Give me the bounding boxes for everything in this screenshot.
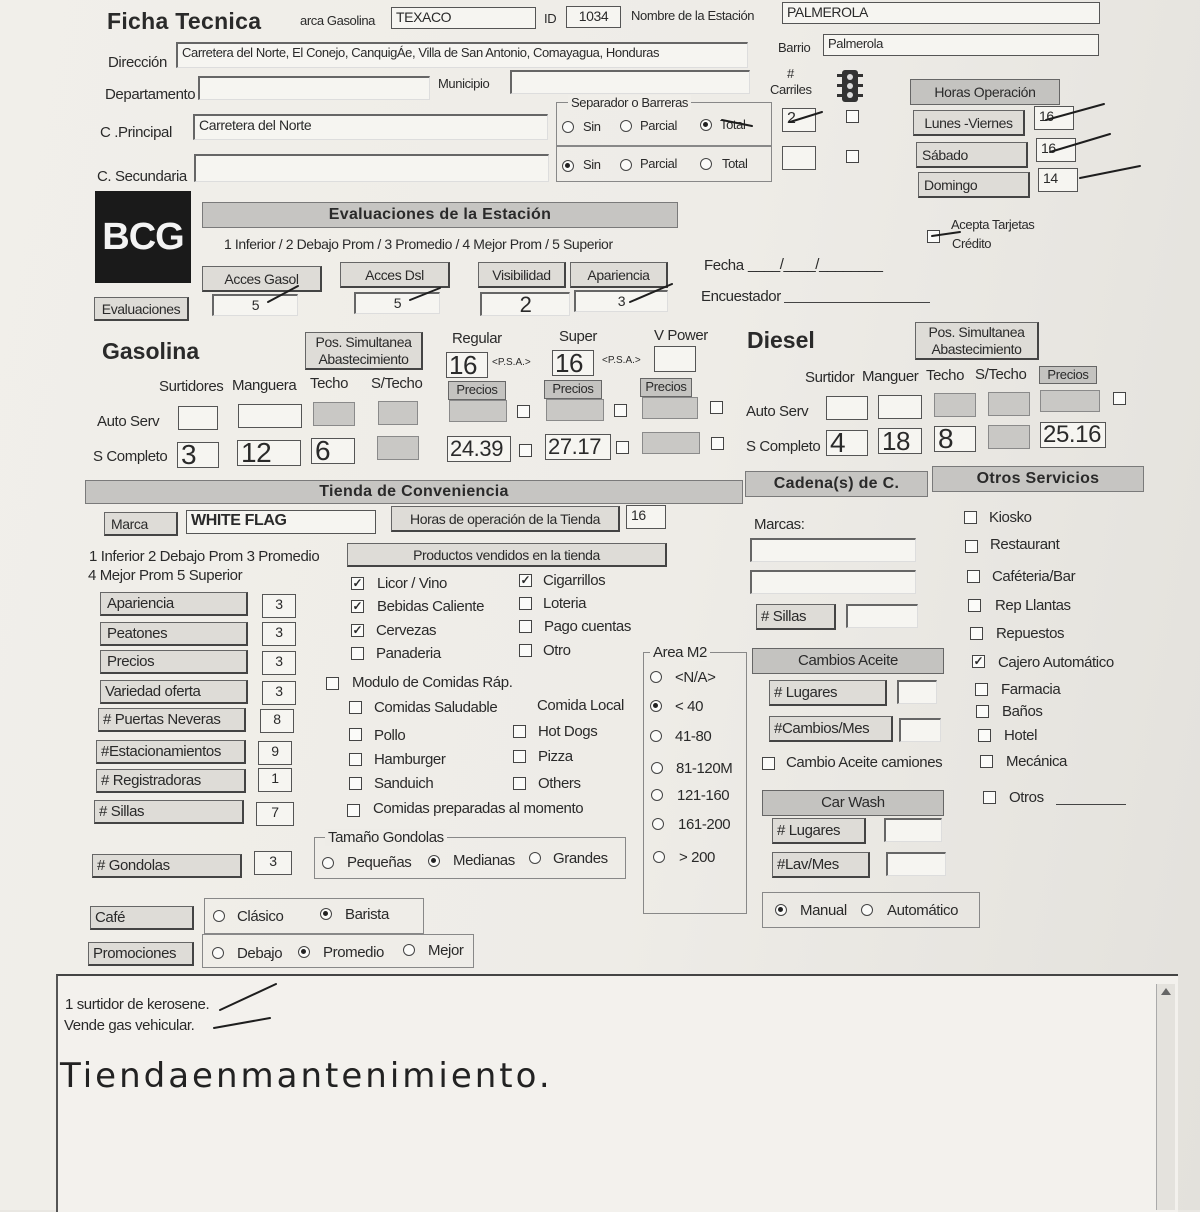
otros-otros-label: Otros xyxy=(1009,789,1044,806)
otros-banos-label: Baños xyxy=(1002,703,1043,720)
direccion-field[interactable]: Carretera del Norte, El Conejo, CanquigÁe, Villa de San Antonio, Comayagua, Honduras xyxy=(176,42,748,68)
apariencia-eval-label: Apariencia xyxy=(570,262,668,288)
rating-sillas-label: # Sillas xyxy=(94,800,244,824)
fecha-value[interactable]: ____/____/________ xyxy=(748,256,883,273)
cw-lav-mes-field[interactable] xyxy=(886,852,946,876)
gas-s-completo-label: S Completo xyxy=(93,448,168,465)
c-secundaria-label: C. Secundaria xyxy=(97,168,187,185)
evaluaciones-scale: 1 Inferior / 2 Debajo Prom / 3 Promedio / 4 Mejor Prom / 5 Superior xyxy=(224,236,613,252)
dsl-sc-surtidor[interactable]: 4 xyxy=(826,430,868,456)
dsl-sc-manguer[interactable]: 18 xyxy=(878,428,922,454)
rating-puertas-value[interactable]: 8 xyxy=(260,709,294,733)
rating-registradoras-label: # Registradoras xyxy=(96,769,246,793)
gas-auto-serv-label: Auto Serv xyxy=(97,413,160,430)
dsl-sc-stecho[interactable] xyxy=(988,425,1030,449)
gas-as-price-regular[interactable] xyxy=(449,400,507,422)
hours-sabado-label: Sábado xyxy=(916,142,1028,168)
acces-dsl-label: Acces Dsl xyxy=(340,262,450,288)
rating-registradoras-value[interactable]: 1 xyxy=(258,768,292,792)
notes-handwritten: Tiendaenmantenimiento. xyxy=(60,1056,553,1096)
id-label: ID xyxy=(544,11,557,26)
area-41-80-radio[interactable] xyxy=(650,730,662,742)
gas-pos-line1: Pos. Simultanea xyxy=(315,334,412,350)
carriles-field-2[interactable] xyxy=(782,146,816,170)
col-super: Super xyxy=(559,328,598,345)
gas-pos-line2: Abastecimiento xyxy=(318,351,409,367)
prod-bebidas-label: Bebidas Caliente xyxy=(377,598,485,615)
hotdogs-check[interactable] xyxy=(513,725,526,738)
dsl-as-check[interactable] xyxy=(1113,392,1126,405)
credito-label: Crédito xyxy=(952,236,992,251)
fecha-label: Fecha xyxy=(704,257,744,274)
rating-variedad-label: Variedad oferta xyxy=(100,680,248,704)
cafe-label: Café xyxy=(90,906,194,930)
rating-precios-value[interactable]: 3 xyxy=(262,651,296,675)
gas-as-price-vpower[interactable] xyxy=(642,397,698,419)
bcg-logo: BCG xyxy=(95,191,191,283)
cafe-barista-radio[interactable] xyxy=(320,908,332,920)
page-title: Ficha Tecnica xyxy=(107,8,262,34)
tamano-pequenas-radio[interactable] xyxy=(322,857,334,869)
area-121-160-radio[interactable] xyxy=(651,789,663,801)
municipio-field[interactable] xyxy=(510,70,750,94)
otros-servicios-header: Otros Servicios xyxy=(932,466,1144,492)
horas-operacion-header: Horas Operación xyxy=(910,79,1060,105)
otros-kiosko-check[interactable] xyxy=(964,511,977,524)
otros-cafeteria-check[interactable] xyxy=(967,570,980,583)
prod-otro-label: Otro xyxy=(543,642,571,659)
rating-apariencia-value[interactable]: 3 xyxy=(262,594,296,618)
otros-llantas-label: Rep Llantas xyxy=(995,597,1071,614)
cw-manual-radio[interactable] xyxy=(775,904,787,916)
nombre-estacion-label: Nombre de la Estación xyxy=(631,8,755,23)
dsl-auto-serv-label: Auto Serv xyxy=(746,403,809,420)
cambios-lugares-label: # Lugares xyxy=(769,680,887,706)
carriles-field-1[interactable]: 2 xyxy=(782,108,816,132)
dsl-col-surtidor: Surtidor xyxy=(805,369,855,386)
tienda-header: Tienda de Conveniencia xyxy=(85,480,743,504)
otros-farmacia-label: Farmacia xyxy=(1001,681,1061,698)
hamburger-check[interactable] xyxy=(349,753,362,766)
notes-line-2: Vende gas vehicular. xyxy=(64,1017,195,1034)
hours-domingo-field[interactable]: 14 xyxy=(1038,168,1078,192)
cadena-marca-2[interactable] xyxy=(750,570,916,594)
prod-cervezas-check[interactable]: ✓ xyxy=(352,623,363,637)
gas-sc-techo[interactable]: 6 xyxy=(311,438,355,464)
dsl-pos-line1: Pos. Simultanea xyxy=(928,324,1025,340)
c-principal-label: C .Principal xyxy=(100,124,172,141)
sep2-parcial-radio[interactable] xyxy=(620,159,632,171)
rating-peatones-value[interactable]: 3 xyxy=(262,622,296,646)
tamano-title: Tamaño Gondolas xyxy=(325,829,447,846)
cambios-mes-field[interactable] xyxy=(899,718,941,742)
notes-line-1: 1 surtidor de kerosene. xyxy=(65,996,210,1013)
sep2-total-label: Total xyxy=(722,156,748,171)
sanduich-label: Sanduich xyxy=(374,775,434,792)
rating-puertas-label: # Puertas Neveras xyxy=(98,708,246,732)
gas-sc-price-super[interactable]: 27.17 xyxy=(545,434,611,460)
psa-1: <P.S.A.> xyxy=(492,357,531,368)
area-41-80-label: 41-80 xyxy=(675,728,712,745)
promo-mejor-radio[interactable] xyxy=(403,944,415,956)
pizza-check[interactable] xyxy=(513,750,526,763)
departamento-field[interactable] xyxy=(198,76,430,100)
semaforo-checkbox-1[interactable] xyxy=(846,110,859,123)
encuestador-label: Encuestador xyxy=(701,288,781,305)
cadena-header: Cadena(s) de C. xyxy=(745,471,928,497)
gas-as-regular-check[interactable] xyxy=(517,405,530,418)
otros-cajero-check[interactable]: ✓ xyxy=(973,654,984,668)
comidas-preparadas-check[interactable] xyxy=(347,804,360,817)
direccion-label: Dirección xyxy=(108,54,167,71)
barrio-field[interactable]: Palmerola xyxy=(823,34,1099,56)
hours-sabado-field[interactable]: 16 xyxy=(1036,138,1076,162)
notes-scrollbar[interactable] xyxy=(1156,984,1175,1210)
promo-promedio-label: Promedio xyxy=(323,944,384,961)
cadena-marca-1[interactable] xyxy=(750,538,916,562)
sep2-parcial-label: Parcial xyxy=(640,156,677,171)
otros-cafeteria-label: Caféteria/Bar xyxy=(992,568,1076,585)
pizza-label: Pizza xyxy=(538,748,573,765)
precios-regular-header: Precios xyxy=(448,381,506,400)
cambio-camiones-check[interactable] xyxy=(762,757,775,770)
cambios-mes-label: #Cambios/Mes xyxy=(769,716,893,742)
scroll-up-icon[interactable] xyxy=(1161,988,1171,995)
otros-otros-line[interactable] xyxy=(1056,804,1126,805)
cambios-lugares-field[interactable] xyxy=(897,680,937,704)
rating-precios-label: Precios xyxy=(100,650,248,674)
cambios-aceite-header: Cambios Aceite xyxy=(752,648,944,674)
acces-dsl-value[interactable]: 5 xyxy=(354,292,440,314)
id-field[interactable]: 1034 xyxy=(566,6,621,28)
prod-loteria-label: Loteria xyxy=(543,595,587,612)
tienda-scale-2: 4 Mejor Prom 5 Superior xyxy=(88,567,243,584)
departamento-label: Departamento xyxy=(105,86,196,103)
gas-sc-surtidores[interactable]: 3 xyxy=(177,442,219,468)
prod-loteria-check[interactable] xyxy=(519,597,532,610)
otros-hotel-label: Hotel xyxy=(1004,727,1038,744)
prod-cervezas-label: Cervezas xyxy=(376,622,437,639)
prod-licor-label: Licor / Vino xyxy=(377,575,447,592)
dsl-pos-simultanea xyxy=(915,322,1039,360)
acces-gasol-label: Acces Gasol xyxy=(202,266,322,292)
dsl-col-techo: Techo xyxy=(926,367,965,384)
sep1-sin-radio[interactable] xyxy=(562,121,574,133)
rating-sillas-value[interactable]: 7 xyxy=(256,802,294,826)
rating-estacionamientos-value[interactable]: 9 xyxy=(258,741,292,765)
barrio-label: Barrio xyxy=(778,40,811,55)
dsl-col-manguer: Manguer xyxy=(862,368,919,385)
cambio-camiones-label: Cambio Aceite camiones xyxy=(786,754,943,771)
tamano-grandes-radio[interactable] xyxy=(529,852,541,864)
tienda-horas-field[interactable]: 16 xyxy=(626,505,666,529)
dsl-as-surtidor[interactable] xyxy=(826,396,868,420)
otros-mecanica-label: Mecánica xyxy=(1006,753,1067,770)
cadena-sillas-field[interactable] xyxy=(846,604,918,628)
tienda-horas-label: Horas de operación de la Tienda xyxy=(391,506,620,532)
cadena-sillas-label: # Sillas xyxy=(756,604,836,630)
dsl-pos-line2: Abastecimiento xyxy=(931,341,1022,357)
evaluaciones-button[interactable]: Evaluaciones xyxy=(94,297,189,321)
prod-panaderia-label: Panaderia xyxy=(376,645,441,662)
prod-panaderia-check[interactable] xyxy=(351,647,364,660)
marca-gasolina-label: arca Gasolina xyxy=(300,13,376,28)
area-lt40-radio[interactable] xyxy=(650,700,662,712)
cw-lugares-label: # Lugares xyxy=(772,818,866,844)
tamano-medianas-radio[interactable] xyxy=(428,855,440,867)
rating-variedad-value[interactable]: 3 xyxy=(262,681,296,705)
promo-promedio-radio[interactable] xyxy=(298,946,310,958)
sep1-sin-label: Sin xyxy=(583,119,601,134)
otros-cajero-label: Cajero Automático xyxy=(998,654,1114,671)
c-secundaria-field[interactable] xyxy=(194,154,549,182)
dsl-s-completo-label: S Completo xyxy=(746,438,821,455)
comidas-saludable-check[interactable] xyxy=(349,701,362,714)
gas-sc-price-vpower[interactable] xyxy=(642,432,700,454)
sep2-total-radio[interactable] xyxy=(700,158,712,170)
cw-manual-label: Manual xyxy=(800,902,847,919)
prod-otro-check[interactable] xyxy=(519,644,532,657)
area-121-160-label: 121-160 xyxy=(677,787,730,804)
c-principal-field[interactable]: Carretera del Norte xyxy=(193,114,548,140)
evaluaciones-header: Evaluaciones de la Estación xyxy=(202,202,678,228)
prod-cigarrillos-label: Cigarrillos xyxy=(543,572,606,589)
vpower-pos-field[interactable] xyxy=(654,346,696,372)
rating-estacionamientos-label: #Estacionamientos xyxy=(96,740,246,764)
prod-bebidas-check[interactable]: ✓ xyxy=(352,599,363,613)
cadena-marcas-label: Marcas: xyxy=(754,516,805,533)
pollo-label: Pollo xyxy=(374,727,406,744)
otros-hotel-check[interactable] xyxy=(978,729,991,742)
sep1-total-radio[interactable] xyxy=(700,119,712,131)
area-title: Area M2 xyxy=(650,644,710,661)
otros-mecanica-check[interactable] xyxy=(980,755,993,768)
sep1-parcial-label: Parcial xyxy=(640,118,677,133)
tienda-marca-field[interactable]: WHITE FLAG xyxy=(186,510,376,534)
traffic-light-icon xyxy=(836,68,864,104)
gondolas-label: # Gondolas xyxy=(92,854,242,878)
gas-sc-stecho[interactable] xyxy=(377,436,419,460)
promo-debajo-label: Debajo xyxy=(237,945,283,962)
area-161-200-radio[interactable] xyxy=(652,818,664,830)
dsl-precios-header: Precios xyxy=(1039,366,1097,384)
modulo-comidas-label: Modulo de Comidas Ráp. xyxy=(352,674,513,691)
hamburger-label: Hamburger xyxy=(374,751,446,768)
cafe-clasico-label: Clásico xyxy=(237,908,284,925)
dsl-as-price[interactable] xyxy=(1040,390,1100,412)
nombre-estacion-field[interactable]: PALMEROLA xyxy=(782,2,1100,24)
gas-sc-price-regular[interactable]: 24.39 xyxy=(447,436,511,462)
gas-pos-simultanea xyxy=(305,332,423,370)
carwash-header: Car Wash xyxy=(762,790,944,816)
gas-sc-manguera[interactable]: 12 xyxy=(237,440,301,466)
gas-as-price-super[interactable] xyxy=(546,399,604,421)
otros-otros-check[interactable] xyxy=(983,791,996,804)
promo-debajo-radio[interactable] xyxy=(212,947,224,959)
productos-header: Productos vendidos en la tienda xyxy=(347,543,667,567)
tamano-medianas-label: Medianas xyxy=(453,852,515,869)
otros-restaurant-label: Restaurant xyxy=(990,536,1060,553)
precios-super-header: Precios xyxy=(544,380,602,399)
dsl-as-techo[interactable] xyxy=(934,393,976,417)
dsl-sc-techo[interactable]: 8 xyxy=(934,426,976,452)
carriles-label: Carriles xyxy=(770,82,812,97)
dsl-as-stecho[interactable] xyxy=(988,392,1030,416)
area-na-label: <N/A> xyxy=(675,669,716,686)
municipio-label: Municipio xyxy=(438,76,490,91)
hours-domingo-label: Domingo xyxy=(918,172,1030,198)
otros-restaurant-check[interactable] xyxy=(965,540,978,553)
carriles-hash: # xyxy=(787,66,794,81)
rating-peatones-label: Peatones xyxy=(100,622,248,646)
gas-as-techo[interactable] xyxy=(313,402,355,426)
psa-2: <P.S.A.> xyxy=(602,355,641,366)
visibilidad-label: Visibilidad xyxy=(478,262,566,288)
gas-as-manguera[interactable] xyxy=(238,404,302,428)
diesel-title: Diesel xyxy=(747,327,815,353)
sep2-sin-radio[interactable] xyxy=(562,160,574,172)
gasolina-title: Gasolina xyxy=(102,338,200,364)
hotdogs-label: Hot Dogs xyxy=(538,723,598,740)
acces-gasol-value[interactable]: 5 xyxy=(212,294,298,316)
others-label: Others xyxy=(538,775,581,792)
cw-lugares-field[interactable] xyxy=(884,818,942,842)
separador-label: Separador o Barreras xyxy=(568,95,691,110)
area-161-200-label: 161-200 xyxy=(678,816,731,833)
gas-sc-vpower-check[interactable] xyxy=(711,437,724,450)
prod-pago-label: Pago cuentas xyxy=(544,618,631,635)
area-lt40-label: < 40 xyxy=(675,698,704,715)
area-group xyxy=(643,652,747,914)
super-pos-field[interactable]: 16 xyxy=(552,350,594,376)
gas-col-stecho: S/Techo xyxy=(371,375,423,392)
comidas-preparadas-label: Comidas preparadas al momento xyxy=(373,800,584,817)
comidas-saludable-label: Comidas Saludable xyxy=(374,699,498,716)
sep2-sin-label: Sin xyxy=(583,157,601,172)
regular-pos-field[interactable]: 16 xyxy=(446,352,488,378)
hours-lunes-viernes-label: Lunes -Viernes xyxy=(913,110,1025,136)
gas-sc-super-check[interactable] xyxy=(616,441,629,454)
sep1-total-label: Total xyxy=(720,117,746,132)
sep1-parcial-radio[interactable] xyxy=(620,120,632,132)
dsl-sc-price[interactable]: 25.16 xyxy=(1040,422,1106,448)
prod-licor-check[interactable]: ✓ xyxy=(352,576,363,590)
marca-gasolina-field[interactable]: TEXACO xyxy=(391,7,536,29)
area-81-120-label: 81-120M xyxy=(676,760,733,777)
promociones-label: Promociones xyxy=(88,942,194,966)
cafe-barista-label: Barista xyxy=(345,906,389,923)
cafe-clasico-radio[interactable] xyxy=(213,910,225,922)
otros-repuestos-check[interactable] xyxy=(970,627,983,640)
acepta-tarjetas-checkbox[interactable] xyxy=(927,230,940,243)
semaforo-checkbox-2[interactable] xyxy=(846,150,859,163)
otros-kiosko-label: Kiosko xyxy=(989,509,1032,526)
otros-farmacia-check[interactable] xyxy=(975,683,988,696)
gas-as-stecho[interactable] xyxy=(378,401,418,425)
precios-vpower-header: Precios xyxy=(640,378,692,397)
tienda-marca-label: Marca xyxy=(104,512,178,536)
apariencia-eval-value[interactable]: 3 xyxy=(574,290,668,312)
acepta-tarjetas-label: Acepta Tarjetas xyxy=(951,217,1035,232)
rating-apariencia-label: Apariencia xyxy=(100,592,248,616)
tamano-pequenas-label: Pequeñas xyxy=(347,854,412,871)
col-regular: Regular xyxy=(452,330,502,347)
sanduich-check[interactable] xyxy=(349,777,362,790)
prod-pago-check[interactable] xyxy=(519,620,532,633)
area-na-radio[interactable] xyxy=(650,671,662,683)
tamano-grandes-label: Grandes xyxy=(553,850,608,867)
area-81-120-radio[interactable] xyxy=(651,762,663,774)
col-vpower: V Power xyxy=(654,327,708,344)
gas-col-manguera: Manguera xyxy=(232,377,297,394)
cw-auto-radio[interactable] xyxy=(861,904,873,916)
promo-mejor-label: Mejor xyxy=(428,942,464,959)
visibilidad-value[interactable]: 2 xyxy=(480,292,570,316)
gas-as-surtidores[interactable] xyxy=(178,406,218,430)
gas-as-vpower-check[interactable] xyxy=(710,401,723,414)
cw-lav-mes-label: #Lav/Mes xyxy=(772,852,870,878)
hours-lunes-viernes-field[interactable]: 16 xyxy=(1034,106,1074,130)
dsl-as-manguer[interactable] xyxy=(878,395,922,419)
prod-cigarrillos-check[interactable]: ✓ xyxy=(520,573,531,587)
otros-repuestos-label: Repuestos xyxy=(996,625,1065,642)
area-gt200-label: > 200 xyxy=(679,849,715,866)
pollo-check[interactable] xyxy=(349,728,362,741)
gas-col-surtidores: Surtidores xyxy=(159,378,224,395)
gas-as-super-check[interactable] xyxy=(614,404,627,417)
gondolas-value[interactable]: 3 xyxy=(254,851,292,875)
gas-col-techo: Techo xyxy=(310,375,349,392)
gas-sc-regular-check[interactable] xyxy=(519,444,532,457)
otros-llantas-check[interactable] xyxy=(968,599,981,612)
dsl-col-stecho: S/Techo xyxy=(975,366,1027,383)
cw-auto-label: Automático xyxy=(887,902,959,919)
otros-banos-check[interactable] xyxy=(976,705,989,718)
modulo-comidas-check[interactable] xyxy=(326,677,339,690)
comida-local-label: Comida Local xyxy=(537,697,624,714)
encuestador-line[interactable] xyxy=(784,302,930,303)
tienda-scale-1: 1 Inferior 2 Debajo Prom 3 Promedio xyxy=(89,548,320,565)
others-check[interactable] xyxy=(513,777,526,790)
area-gt200-radio[interactable] xyxy=(653,851,665,863)
